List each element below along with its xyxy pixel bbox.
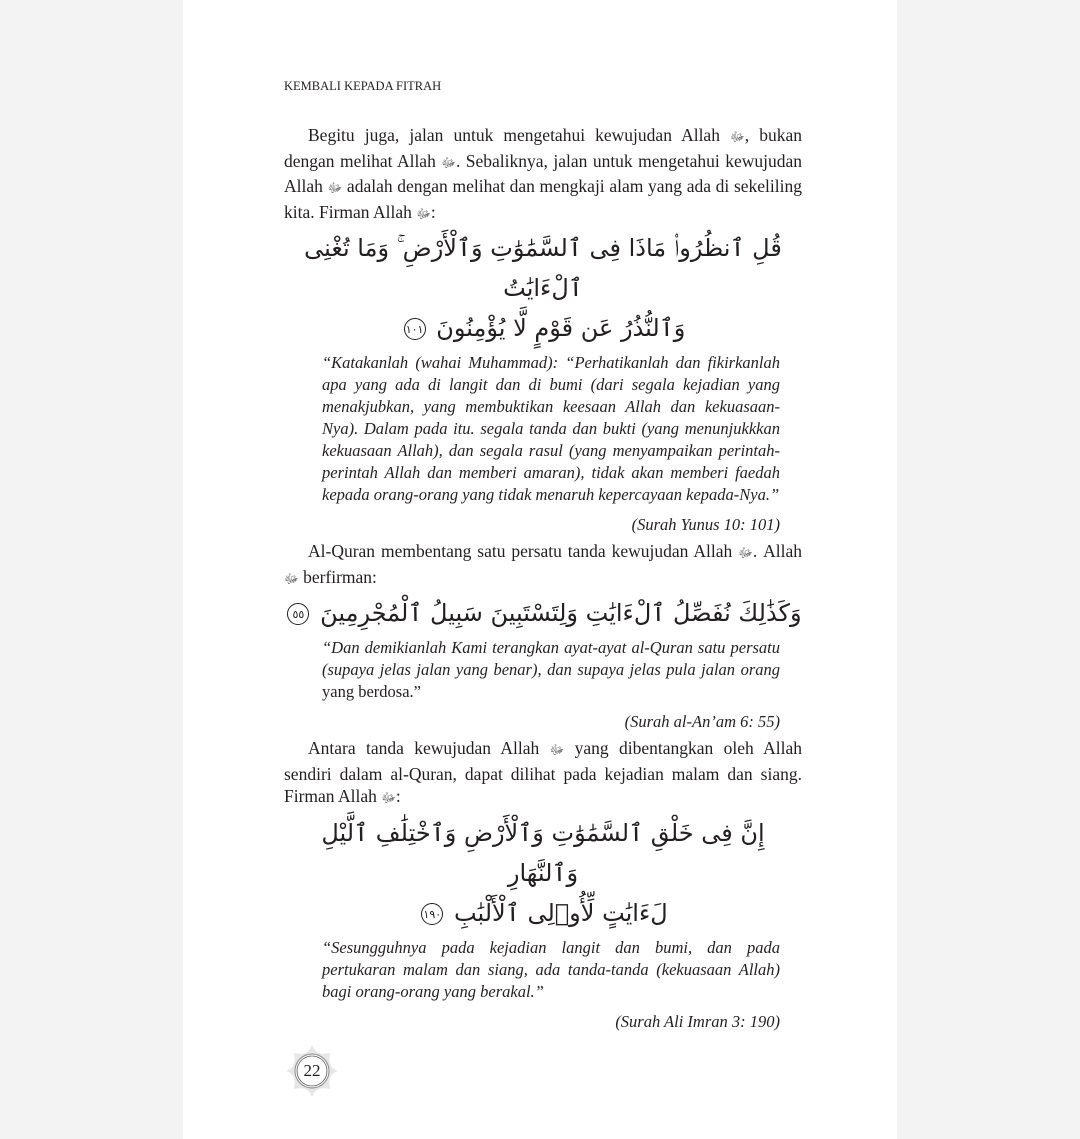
- honorific-icon: ﷻ: [284, 571, 299, 587]
- text: , bukan dengan melihat Allah: [284, 125, 802, 171]
- ayah-number-marker: ١٠١: [404, 318, 426, 340]
- text: Al-Quran membentang satu persatu tanda kewujudan Allah: [308, 541, 739, 561]
- arabic-line: إِنَّ فِى خَلْقِ ٱلسَّمَٰوَٰتِ وَٱلْأَرْضِ وَٱخْتِلَٰفِ ٱلَّيْلِ وَٱلنَّهَارِ: [321, 818, 765, 887]
- arabic-verse-3: [284, 813, 802, 933]
- arabic-line: [284, 308, 802, 348]
- surah-reference-3: (Surah Ali Imran 3: 190): [615, 1011, 780, 1031]
- surah-reference-2: (Surah al-An’am 6: 55): [624, 712, 780, 731]
- honorific-icon: ﷻ: [441, 155, 456, 171]
- ayah-number-marker: ٥٥: [287, 603, 309, 625]
- text: Begitu juga, jalan untuk mengetahui kewujudan Allah: [308, 125, 731, 145]
- text: Antara tanda kewujudan Allah: [308, 738, 550, 758]
- arabic-text: وَكَذَٰلِكَ نُفَصِّلُ ٱلْءَايَٰتِ وَلِتَسْتَبِينَ سَبِيلُ ٱلْمُجْرِمِينَ: [320, 599, 802, 627]
- page-number-badge: [284, 1043, 340, 1099]
- arabic-line: [284, 593, 802, 633]
- running-head: KEMBALI KEPADA FITRAH: [284, 79, 442, 93]
- honorific-icon: ﷻ: [416, 206, 431, 222]
- book-page: [183, 0, 897, 1139]
- arabic-text: وَٱلنُّذُرُ عَن قَوْمٍ لَّا يُؤْمِنُونَ: [436, 314, 686, 342]
- text: . Allah: [752, 541, 802, 561]
- arabic-line: قُلِ ٱنظُرُوا۟ مَاذَا فِى ٱلسَّمَٰوَٰتِ وَٱلْأَرْضِ ۚ وَمَا تُغْنِى ٱلْءَايَٰتُ: [304, 234, 782, 302]
- arabic-line: [284, 893, 802, 933]
- translation-2: [322, 637, 780, 703]
- arabic-text: لَءَايَٰتٍ لِّأُو۟لِى ٱلْأَلْبَٰبِ: [453, 898, 668, 927]
- text: :: [430, 201, 436, 222]
- honorific-icon: ﷻ: [327, 181, 343, 196]
- translation-1: “Katakanlah (wahai Muhammad): “Perhatikanlah dan fikirkanlah apa yang ada di langit dan di bumi (dari segala kejadian yang menakjubkan, yang membuktikan keesaan Allah dan kekuasaan-Nya). Dalam pada itu. segala tanda dan bukti (yang menunjukkkan kekuasaan Allah), dan segala rasul (yang menyampaikan perintah-perintah Allah dan memberi amaran), tidak akan memberi faedah kepada orang-orang yang tidak menaruh kepercayaan kepada-Nya.”: [322, 353, 780, 504]
- honorific-icon: ﷻ: [549, 743, 565, 758]
- text: yang berdosa.”: [322, 682, 421, 701]
- translation-3: “Sesungguhnya pada kejadian langit dan bumi, dan pada pertukaran malam dan siang, ada tanda-tanda (kekuasaan Allah) bagi orang-orang yang berakal.”: [322, 937, 780, 1001]
- text: yang dibentangkan oleh Allah sendiri dalam al-Quran, dapat dilihat pada kejadian malam dan siang. Firman Allah: [284, 738, 802, 806]
- honorific-icon: ﷻ: [738, 546, 753, 561]
- body-paragraph-3: [284, 737, 802, 811]
- page-number: 22: [303, 1060, 321, 1080]
- honorific-icon: ﷻ: [381, 791, 396, 806]
- arabic-verse-1: [284, 228, 802, 348]
- text: . Sebaliknya, jalan untuk mengetahui kewujudan Allah: [284, 150, 802, 196]
- honorific-icon: ﷻ: [730, 130, 745, 145]
- text: adalah dengan melihat dan mengkaji alam yang ada di sekeliling kita. Firman Allah: [284, 176, 802, 222]
- text: “Dan demikianlah Kami terangkan ayat-ayat al-Quran satu persatu (supaya jelas jalan yang benar), dan supaya jelas pula jalan orang: [322, 638, 780, 679]
- body-paragraph-2: [284, 540, 802, 591]
- text: :: [395, 786, 401, 806]
- surah-reference-1: (Surah Yunus 10: 101): [631, 515, 780, 534]
- text: berfirman:: [298, 566, 377, 587]
- arabic-verse-2: [284, 593, 802, 633]
- body-paragraph-1: [284, 124, 802, 226]
- ayah-number-marker: ١٩٠: [421, 903, 443, 925]
